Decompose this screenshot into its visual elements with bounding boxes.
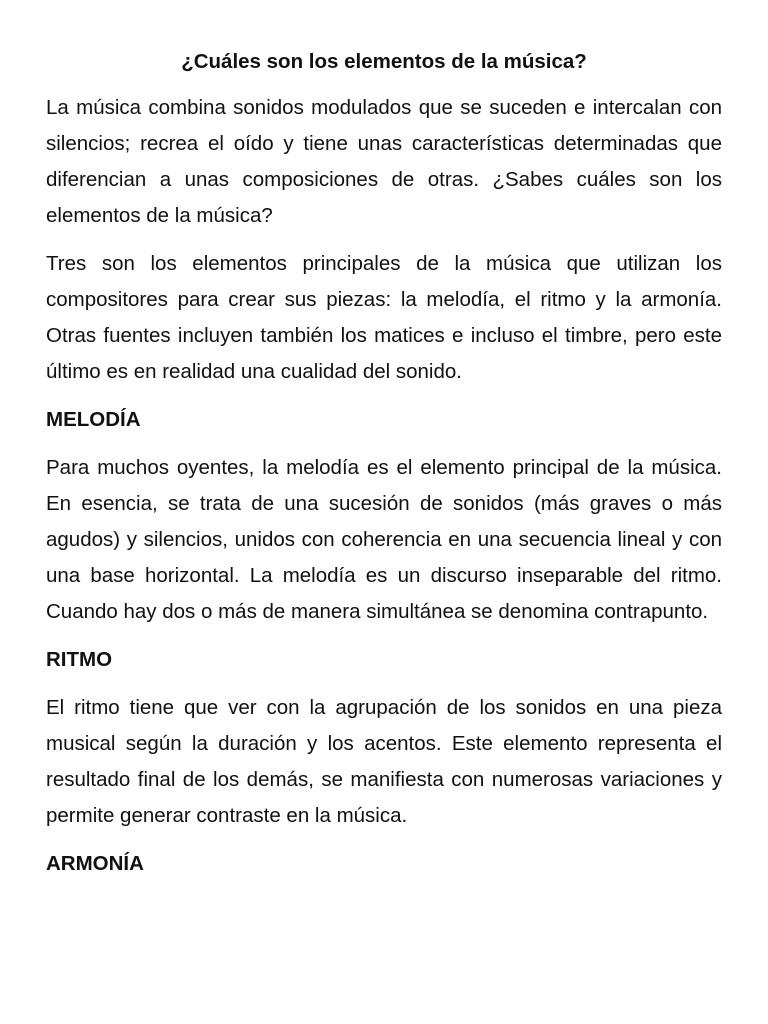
intro-paragraph-1: La música combina sonidos modulados que se suceden e intercalan con silencios; recrea el oído y tiene unas características determinadas que diferencian a unas composiciones de otras. ¿Sabes cuáles son los elementos de la música? bbox=[46, 96, 722, 227]
section-body-ritmo: El ritmo tiene que ver con la agrupación de los sonidos en una pieza musical según la duración y los acentos. Este elemento representa el resultado final de los demás, se manifiesta con numerosas variaciones y permite generar contraste en la música. bbox=[46, 696, 722, 827]
section-heading-ritmo: RITMO bbox=[46, 648, 113, 671]
section-heading-melodia: MELODÍA bbox=[46, 408, 141, 431]
section-heading-armonia: ARMONÍA bbox=[46, 852, 144, 875]
intro-paragraph-2: Tres son los elementos principales de la música que utilizan los compositores para crear sus piezas: la melodía, el ritmo y la armonía. Otras fuentes incluyen también los matices e incluso el timbre, pero este último es en realidad una cualidad del sonido. bbox=[46, 252, 722, 383]
page-title: ¿Cuáles son los elementos de la música? bbox=[181, 50, 587, 73]
section-body-melodia: Para muchos oyentes, la melodía es el elemento principal de la música. En esencia, se trata de una sucesión de sonidos (más graves o más agudos) y silencios, unidos con coherencia en una secuencia lineal y con una base horizontal. La melodía es un discurso inseparable del ritmo. Cuando hay dos o más de manera simultánea se denomina contrapunto. bbox=[46, 456, 722, 623]
document-content bbox=[46, 44, 722, 894]
